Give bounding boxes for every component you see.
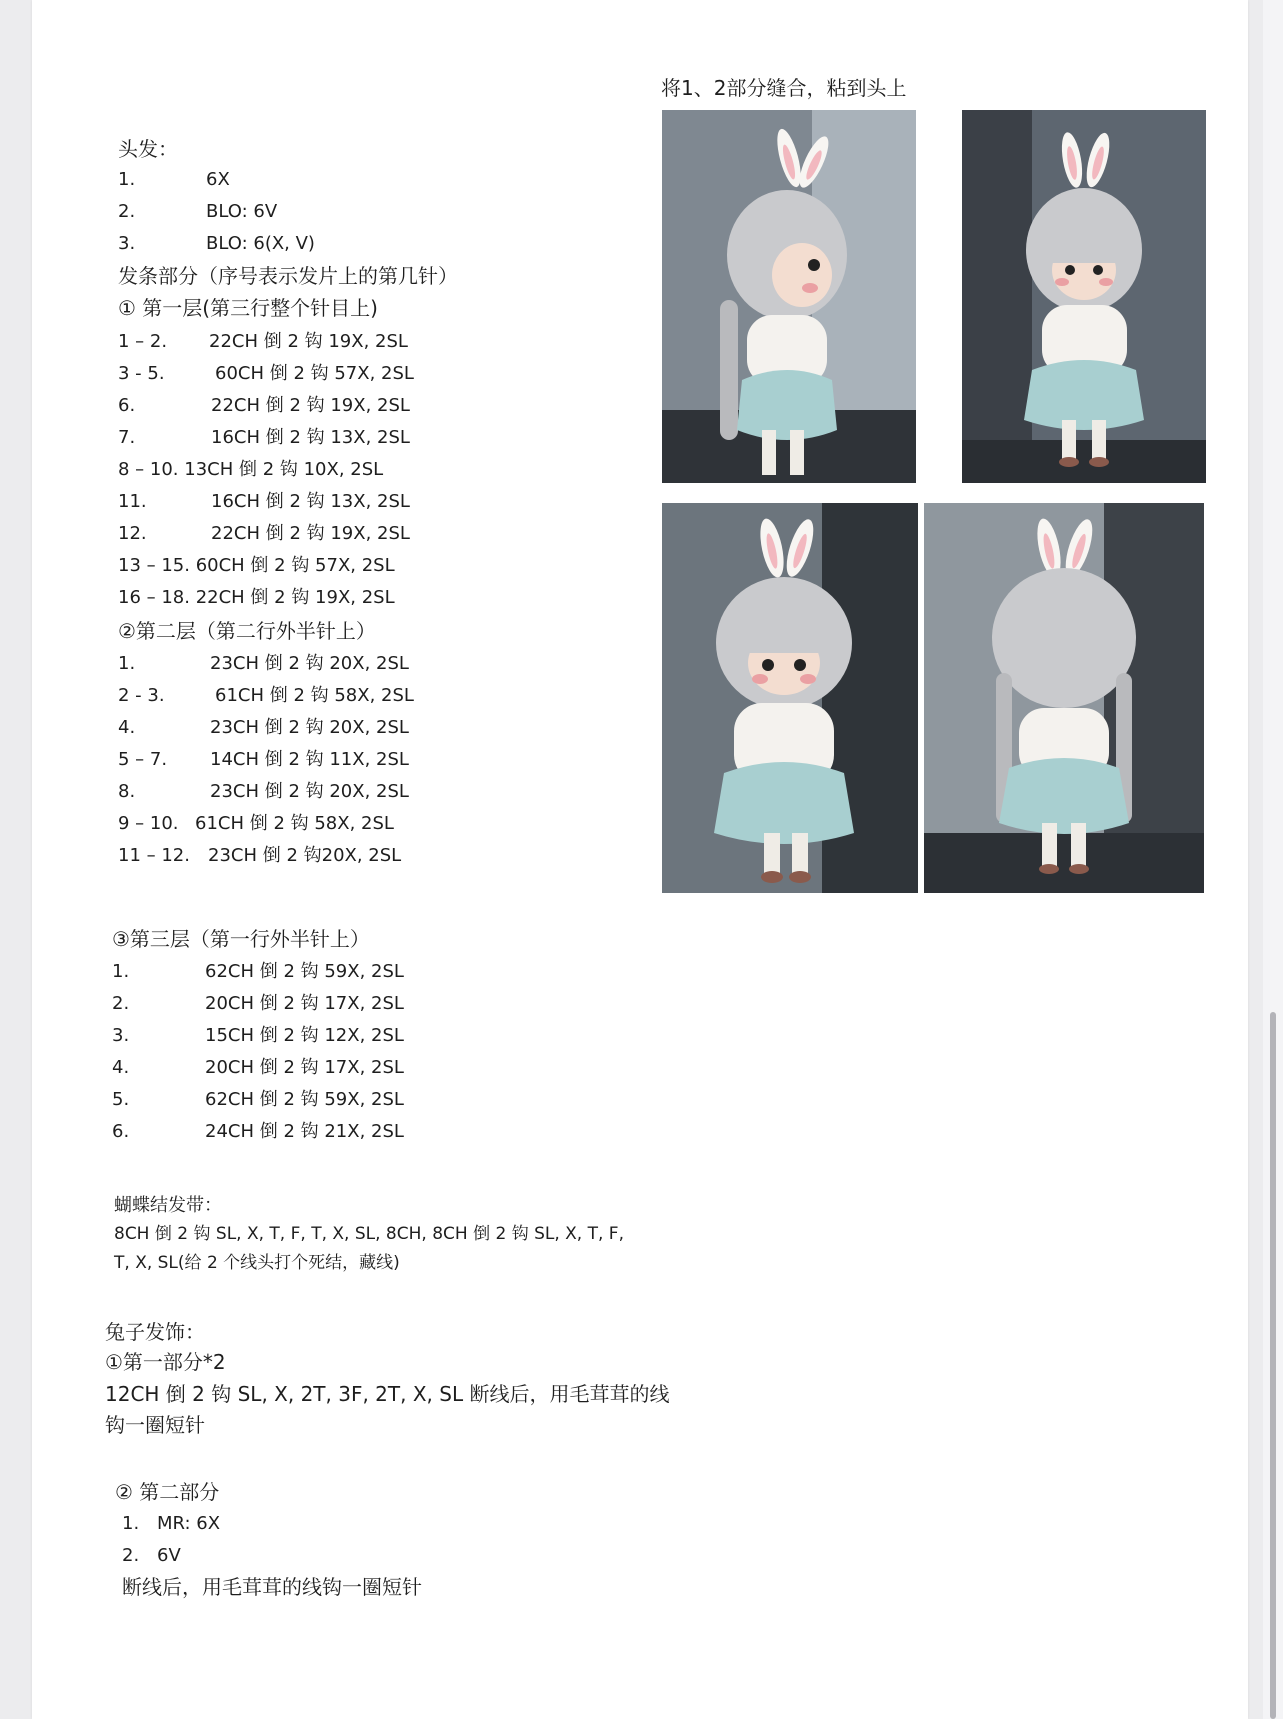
layer3-row-text: 20CH 倒 2 钩 17X, 2SL xyxy=(205,993,404,1014)
strands-title: 发条部分（序号表示发片上的第几针） xyxy=(118,264,458,288)
layer1-row-num: 11. xyxy=(118,491,147,512)
layer2-row-text: 61CH 倒 2 钩 58X, 2SL xyxy=(215,685,414,706)
doll-front-illustration xyxy=(962,110,1206,483)
layer1-row-full: 8 – 10. 13CH 倒 2 钩 10X, 2SL xyxy=(118,459,384,480)
layer1-row-text: 16CH 倒 2 钩 13X, 2SL xyxy=(211,427,410,448)
bunny-part1-line2: 钩一圈短针 xyxy=(105,1413,205,1437)
bunny-title: 兔子发饰： xyxy=(105,1320,205,1344)
layer1-row-text: 60CH 倒 2 钩 57X, 2SL xyxy=(215,363,414,384)
layer1-row-num: 1 – 2. xyxy=(118,331,168,352)
photo-caption: 将1、2部分缝合，粘到头上 xyxy=(661,76,907,100)
layer2-title: ②第二层（第二行外半针上） xyxy=(118,619,376,643)
layer3-row-text: 24CH 倒 2 钩 21X, 2SL xyxy=(205,1121,404,1142)
bunny-part2-note: 断线后，用毛茸茸的线钩一圈短针 xyxy=(122,1575,422,1599)
layer1-row-num: 12. xyxy=(118,523,147,544)
layer3-rows xyxy=(112,963,532,1163)
layer3-row-num: 4. xyxy=(112,1057,130,1078)
layer2-row-text: 23CH 倒 2 钩 20X, 2SL xyxy=(210,653,409,674)
doll-photo-front xyxy=(962,110,1206,483)
bunny-part2-row-text: 6V xyxy=(157,1545,181,1566)
layer1-row-num: 3 - 5. xyxy=(118,363,165,384)
layer3-title: ③第三层（第一行外半针上） xyxy=(112,927,370,951)
layer2-rows xyxy=(118,655,538,885)
doll-front-closeup-illustration xyxy=(662,503,918,893)
layer1-row-full: 13 – 15. 60CH 倒 2 钩 57X, 2SL xyxy=(118,555,395,576)
layer2-row-num: 8. xyxy=(118,781,136,802)
layer1-row-text: 22CH 倒 2 钩 19X, 2SL xyxy=(209,331,408,352)
layer2-row-text: 14CH 倒 2 钩 11X, 2SL xyxy=(210,749,409,770)
bunny-part2-row-num: 1. xyxy=(122,1513,140,1534)
layer3-row-text: 15CH 倒 2 钩 12X, 2SL xyxy=(205,1025,404,1046)
document-page xyxy=(32,0,1248,1719)
layer3-row-text: 62CH 倒 2 钩 59X, 2SL xyxy=(205,961,404,982)
hair-title: 头发： xyxy=(118,137,178,161)
layer3-row-num: 2. xyxy=(112,993,130,1014)
hair-row-text: BLO: 6V xyxy=(206,201,278,222)
bunny-part1-title: ①第一部分*2 xyxy=(105,1350,226,1374)
doll-photo-back xyxy=(924,503,1204,893)
hair-row-num: 1. xyxy=(118,169,136,190)
bow-line-2: T, X, SL(给 2 个线头打个死结，藏线) xyxy=(114,1253,400,1273)
layer3-row-text: 20CH 倒 2 钩 17X, 2SL xyxy=(205,1057,404,1078)
layer2-row-num: 9 – 10. xyxy=(118,813,179,834)
hair-row-num: 2. xyxy=(118,201,136,222)
bow-title: 蝴蝶结发带： xyxy=(114,1195,222,1216)
layer2-row-num: 2 - 3. xyxy=(118,685,165,706)
layer2-row-num: 1. xyxy=(118,653,136,674)
layer3-row-num: 3. xyxy=(112,1025,130,1046)
layer1-row-text: 16CH 倒 2 钩 13X, 2SL xyxy=(211,491,410,512)
layer3-row-num: 1. xyxy=(112,961,130,982)
layer1-row-num: 6. xyxy=(118,395,136,416)
layer2-row-num: 11 – 12. xyxy=(118,845,190,866)
hair-row-text: BLO: 6(X, V) xyxy=(206,233,315,254)
scrollbar-thumb[interactable] xyxy=(1270,1012,1276,1719)
doll-photo-front-closeup xyxy=(662,503,918,893)
layer3-row-num: 5. xyxy=(112,1089,130,1110)
doll-photo-side xyxy=(662,110,916,483)
bunny-part2-row-num: 2. xyxy=(122,1545,140,1566)
bunny-part1-line1: 12CH 倒 2 钩 SL, X, 2T, 3F, 2T, X, SL 断线后，用毛茸茸的线 xyxy=(105,1382,670,1406)
layer2-row-text: 23CH 倒 2 钩 20X, 2SL xyxy=(210,781,409,802)
layer1-row-text: 22CH 倒 2 钩 19X, 2SL xyxy=(211,523,410,544)
bunny-part2-row-text: MR: 6X xyxy=(157,1513,221,1534)
layer1-row-full: 16 – 18. 22CH 倒 2 钩 19X, 2SL xyxy=(118,587,395,608)
bunny-part2-title: ② 第二部分 xyxy=(115,1480,220,1504)
hair-row-num: 3. xyxy=(118,233,136,254)
layer2-row-text: 61CH 倒 2 钩 58X, 2SL xyxy=(195,813,394,834)
bow-line-1: 8CH 倒 2 钩 SL, X, T, F, T, X, SL, 8CH, 8CH 倒 2 钩 SL, X, T, F, xyxy=(114,1224,624,1244)
layer2-row-num: 5 – 7. xyxy=(118,749,168,770)
layer2-row-num: 4. xyxy=(118,717,136,738)
layer1-title: ① 第一层(第三行整个针目上) xyxy=(118,296,378,320)
layer2-row-text: 23CH 倒 2 钩 20X, 2SL xyxy=(210,717,409,738)
hair-row-text: 6X xyxy=(206,169,230,190)
doll-back-illustration xyxy=(924,503,1204,893)
hair-rows xyxy=(118,171,518,261)
layer1-row-text: 22CH 倒 2 钩 19X, 2SL xyxy=(211,395,410,416)
layer1-rows xyxy=(118,333,538,623)
layer3-row-text: 62CH 倒 2 钩 59X, 2SL xyxy=(205,1089,404,1110)
layer1-row-num: 7. xyxy=(118,427,136,448)
layer3-row-num: 6. xyxy=(112,1121,130,1142)
vertical-scrollbar[interactable] xyxy=(1263,0,1283,1719)
doll-side-illustration xyxy=(662,110,916,483)
layer2-row-text: 23CH 倒 2 钩20X, 2SL xyxy=(208,845,402,866)
